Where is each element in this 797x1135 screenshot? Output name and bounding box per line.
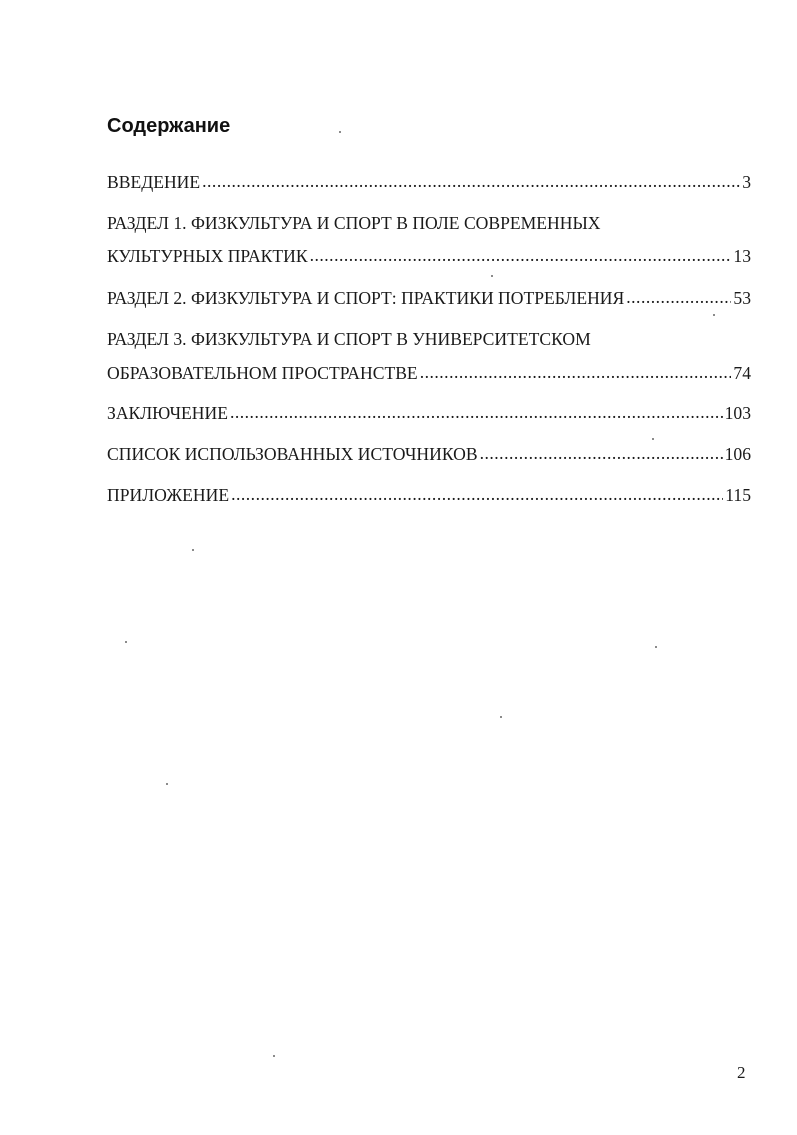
toc-entry-title: РАЗДЕЛ 1. ФИЗКУЛЬТУРА И СПОРТ В ПОЛЕ СОВРЕМЕННЫХ — [107, 213, 601, 233]
scan-speck — [652, 438, 654, 440]
scan-speck — [166, 783, 168, 785]
toc-entry-section-1-line-1 — [107, 211, 751, 235]
toc-entry-references — [107, 442, 751, 466]
toc-entry-section-2 — [107, 286, 751, 310]
scan-speck — [713, 314, 715, 316]
toc-leader-dots — [626, 285, 731, 309]
toc-leader-dots — [230, 400, 723, 424]
scan-speck — [655, 646, 657, 648]
scan-speck — [192, 549, 194, 551]
toc-entry-section-3-line-2 — [107, 361, 751, 385]
toc-entry-title: КУЛЬТУРНЫХ ПРАКТИК — [107, 246, 308, 266]
toc-entry-section-3-line-1 — [107, 327, 751, 351]
toc-entry-title: РАЗДЕЛ 2. ФИЗКУЛЬТУРА И СПОРТ: ПРАКТИКИ ПОТРЕБЛЕНИЯ — [107, 288, 625, 308]
toc-entry-title: ПРИЛОЖЕНИЕ — [107, 485, 230, 505]
scan-speck — [339, 131, 341, 133]
page-number: 2 — [737, 1063, 746, 1082]
page-title: Содержание — [107, 115, 231, 137]
toc-entry-page: 106 — [724, 444, 751, 464]
toc-entry-page: 74 — [733, 363, 751, 383]
toc-entry-section-1-line-2 — [107, 244, 751, 268]
scan-speck — [273, 1055, 275, 1057]
toc-entry-title: РАЗДЕЛ 3. ФИЗКУЛЬТУРА И СПОРТ В УНИВЕРСИТЕТСКОМ — [107, 329, 591, 349]
toc-entry-page: 13 — [733, 246, 751, 266]
toc-entry-title: ЗАКЛЮЧЕНИЕ — [107, 403, 228, 423]
toc-leader-dots — [202, 169, 740, 193]
toc-leader-dots — [310, 243, 732, 267]
toc-entry-title: ВВЕДЕНИЕ — [107, 172, 201, 192]
toc-entry-introduction — [107, 170, 751, 194]
toc-entry-appendix — [107, 483, 751, 507]
toc-entry-title: СПИСОК ИСПОЛЬЗОВАННЫХ ИСТОЧНИКОВ — [107, 444, 478, 464]
toc-entry-title: ОБРАЗОВАТЕЛЬНОМ ПРОСТРАНСТВЕ — [107, 363, 418, 383]
toc-entry-page: 3 — [742, 172, 751, 192]
scan-speck — [491, 275, 493, 277]
toc-entry-page: 53 — [733, 288, 751, 308]
toc-entry-conclusion — [107, 401, 751, 425]
scan-speck — [500, 716, 502, 718]
scan-speck — [125, 641, 127, 643]
toc-leader-dots — [420, 360, 732, 384]
toc-entry-page: 115 — [725, 485, 751, 505]
toc-leader-dots — [480, 441, 723, 465]
toc-leader-dots — [231, 482, 723, 506]
toc-entry-page: 103 — [724, 403, 751, 423]
